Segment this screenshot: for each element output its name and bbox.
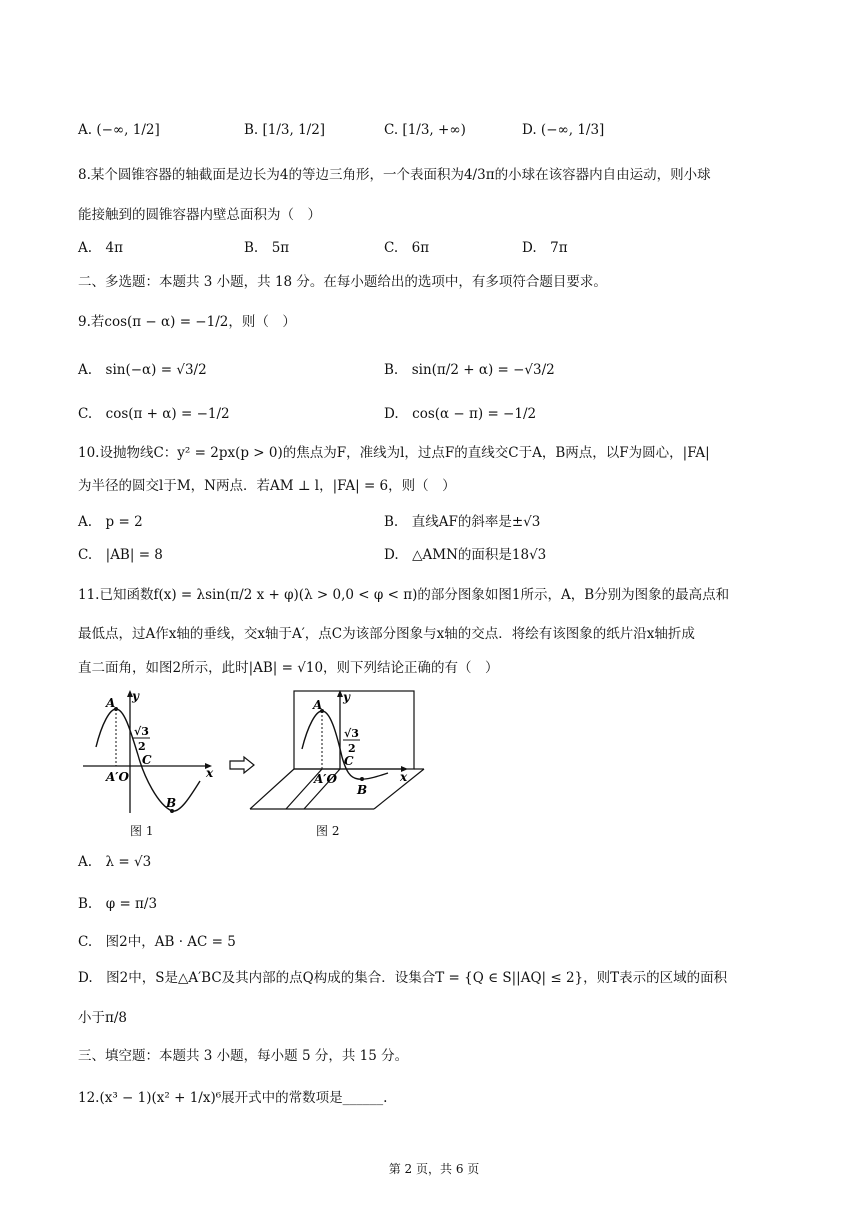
q10-stem-line1: 10.设抛物线C：y² = 2px(p > 0)的焦点为F，准线为l，过点F的直线交C于A，B两点，以F为圆心，|FA| <box>78 445 710 461</box>
q10-stem-line2: 为半径的圆交l于M，N两点．若AM ⊥ l，|FA| = 6，则（ ） <box>78 478 456 494</box>
fig2-frac-bottom: 2 <box>348 742 356 755</box>
q11-option-a: A. λ = √3 <box>78 854 152 870</box>
figure-2-folded-graph <box>246 685 436 820</box>
q9-stem: 9.若cos(π − α) = −1/2，则（ ） <box>78 314 296 330</box>
fig1-frac-bottom: 2 <box>138 740 146 753</box>
q10-option-c: C. |AB| = 8 <box>78 547 163 563</box>
q7-option-c: C. [1/3, +∞) <box>384 122 466 138</box>
q8-option-b: B. 5π <box>244 240 290 256</box>
q9-option-d: D. cos(α − π) = −1/2 <box>384 406 537 422</box>
q8-option-d: D. 7π <box>522 240 568 256</box>
fig1-label-a-prime-o: A′O <box>106 770 129 784</box>
fig2-label-a-prime-o: A′O <box>314 772 337 786</box>
q12-stem: 12.(x³ − 1)(x² + 1/x)⁶展开式中的常数项是______. <box>78 1090 388 1106</box>
q9-option-c: C. cos(π + α) = −1/2 <box>78 406 230 422</box>
fig2-label-y: y <box>343 690 350 704</box>
figure-2-caption: 图 2 <box>316 824 340 838</box>
section-multiple-choice-heading: 二、多选题：本题共 3 小题，共 18 分。在每小题给出的选项中，有多项符合题目要求。 <box>78 274 607 290</box>
q8-option-a: A. 4π <box>78 240 124 256</box>
q9-option-a: A. sin(−α) = √3/2 <box>78 362 207 378</box>
q11-option-d-line2: 小于π/8 <box>78 1010 128 1026</box>
page-footer: 第 2 页，共 6 页 <box>388 1162 480 1176</box>
q7-option-b: B. [1/3, 1/2] <box>244 122 326 138</box>
figure-1-caption: 图 1 <box>130 824 154 838</box>
q8-option-c: C. 6π <box>384 240 430 256</box>
q11-stem-line2: 最低点，过A作x轴的垂线，交x轴于A′，点C为该部分图象与x轴的交点．将绘有该图象的纸片沿x轴折成 <box>78 626 695 642</box>
q9-option-b: B. sin(π/2 + α) = −√3/2 <box>384 362 555 378</box>
q11-option-c: C. 图2中，AB · AC = 5 <box>78 934 236 950</box>
fig2-label-a: A <box>313 698 323 712</box>
fig2-label-b: B <box>357 783 368 797</box>
fig1-label-x: x <box>206 766 214 780</box>
fig1-label-a: A <box>106 696 116 710</box>
fig1-label-b: B <box>166 796 177 810</box>
fig1-label-y: y <box>132 689 139 703</box>
q10-option-d: D. △AMN的面积是18√3 <box>384 547 547 563</box>
q8-stem-line1: 8.某个圆锥容器的轴截面是边长为4的等边三角形，一个表面积为4/3π的小球在该容器内自由运动，则小球 <box>78 167 711 183</box>
fig1-frac-top: √3 <box>134 725 149 738</box>
q10-option-b: B. 直线AF的斜率是±√3 <box>384 514 541 530</box>
q7-option-d: D. (−∞, 1/3] <box>522 122 605 138</box>
fig2-label-x: x <box>400 770 408 784</box>
q10-option-a: A. p = 2 <box>78 514 143 530</box>
q11-stem-line3: 直二面角，如图2所示，此时|AB| = √10，则下列结论正确的有（ ） <box>78 660 499 676</box>
q11-stem-line1: 11.已知函数f(x) = λsin(π/2 x + φ)(λ > 0,0 < φ < π)的部分图象如图1所示，A，B分别为图象的最高点和 <box>78 587 730 603</box>
q7-option-a: A. (−∞, 1/2] <box>78 122 160 138</box>
figure-1-graph <box>78 685 228 820</box>
q8-stem-line2: 能接触到的圆锥容器内壁总面积为（ ） <box>78 207 321 223</box>
fig2-frac-top: √3 <box>344 727 359 740</box>
fig1-label-c: C <box>142 753 152 767</box>
section-fill-in-heading: 三、填空题：本题共 3 小题，每小题 5 分，共 15 分。 <box>78 1048 409 1064</box>
fig2-label-c: C <box>344 754 354 768</box>
q11-option-d-line1: D. 图2中，S是△A′BC及其内部的点Q构成的集合．设集合T = {Q ∈ S||AQ| ≤ 2}，则T表示的区域的面积 <box>78 970 728 986</box>
q11-option-b: B. φ = π/3 <box>78 896 158 912</box>
